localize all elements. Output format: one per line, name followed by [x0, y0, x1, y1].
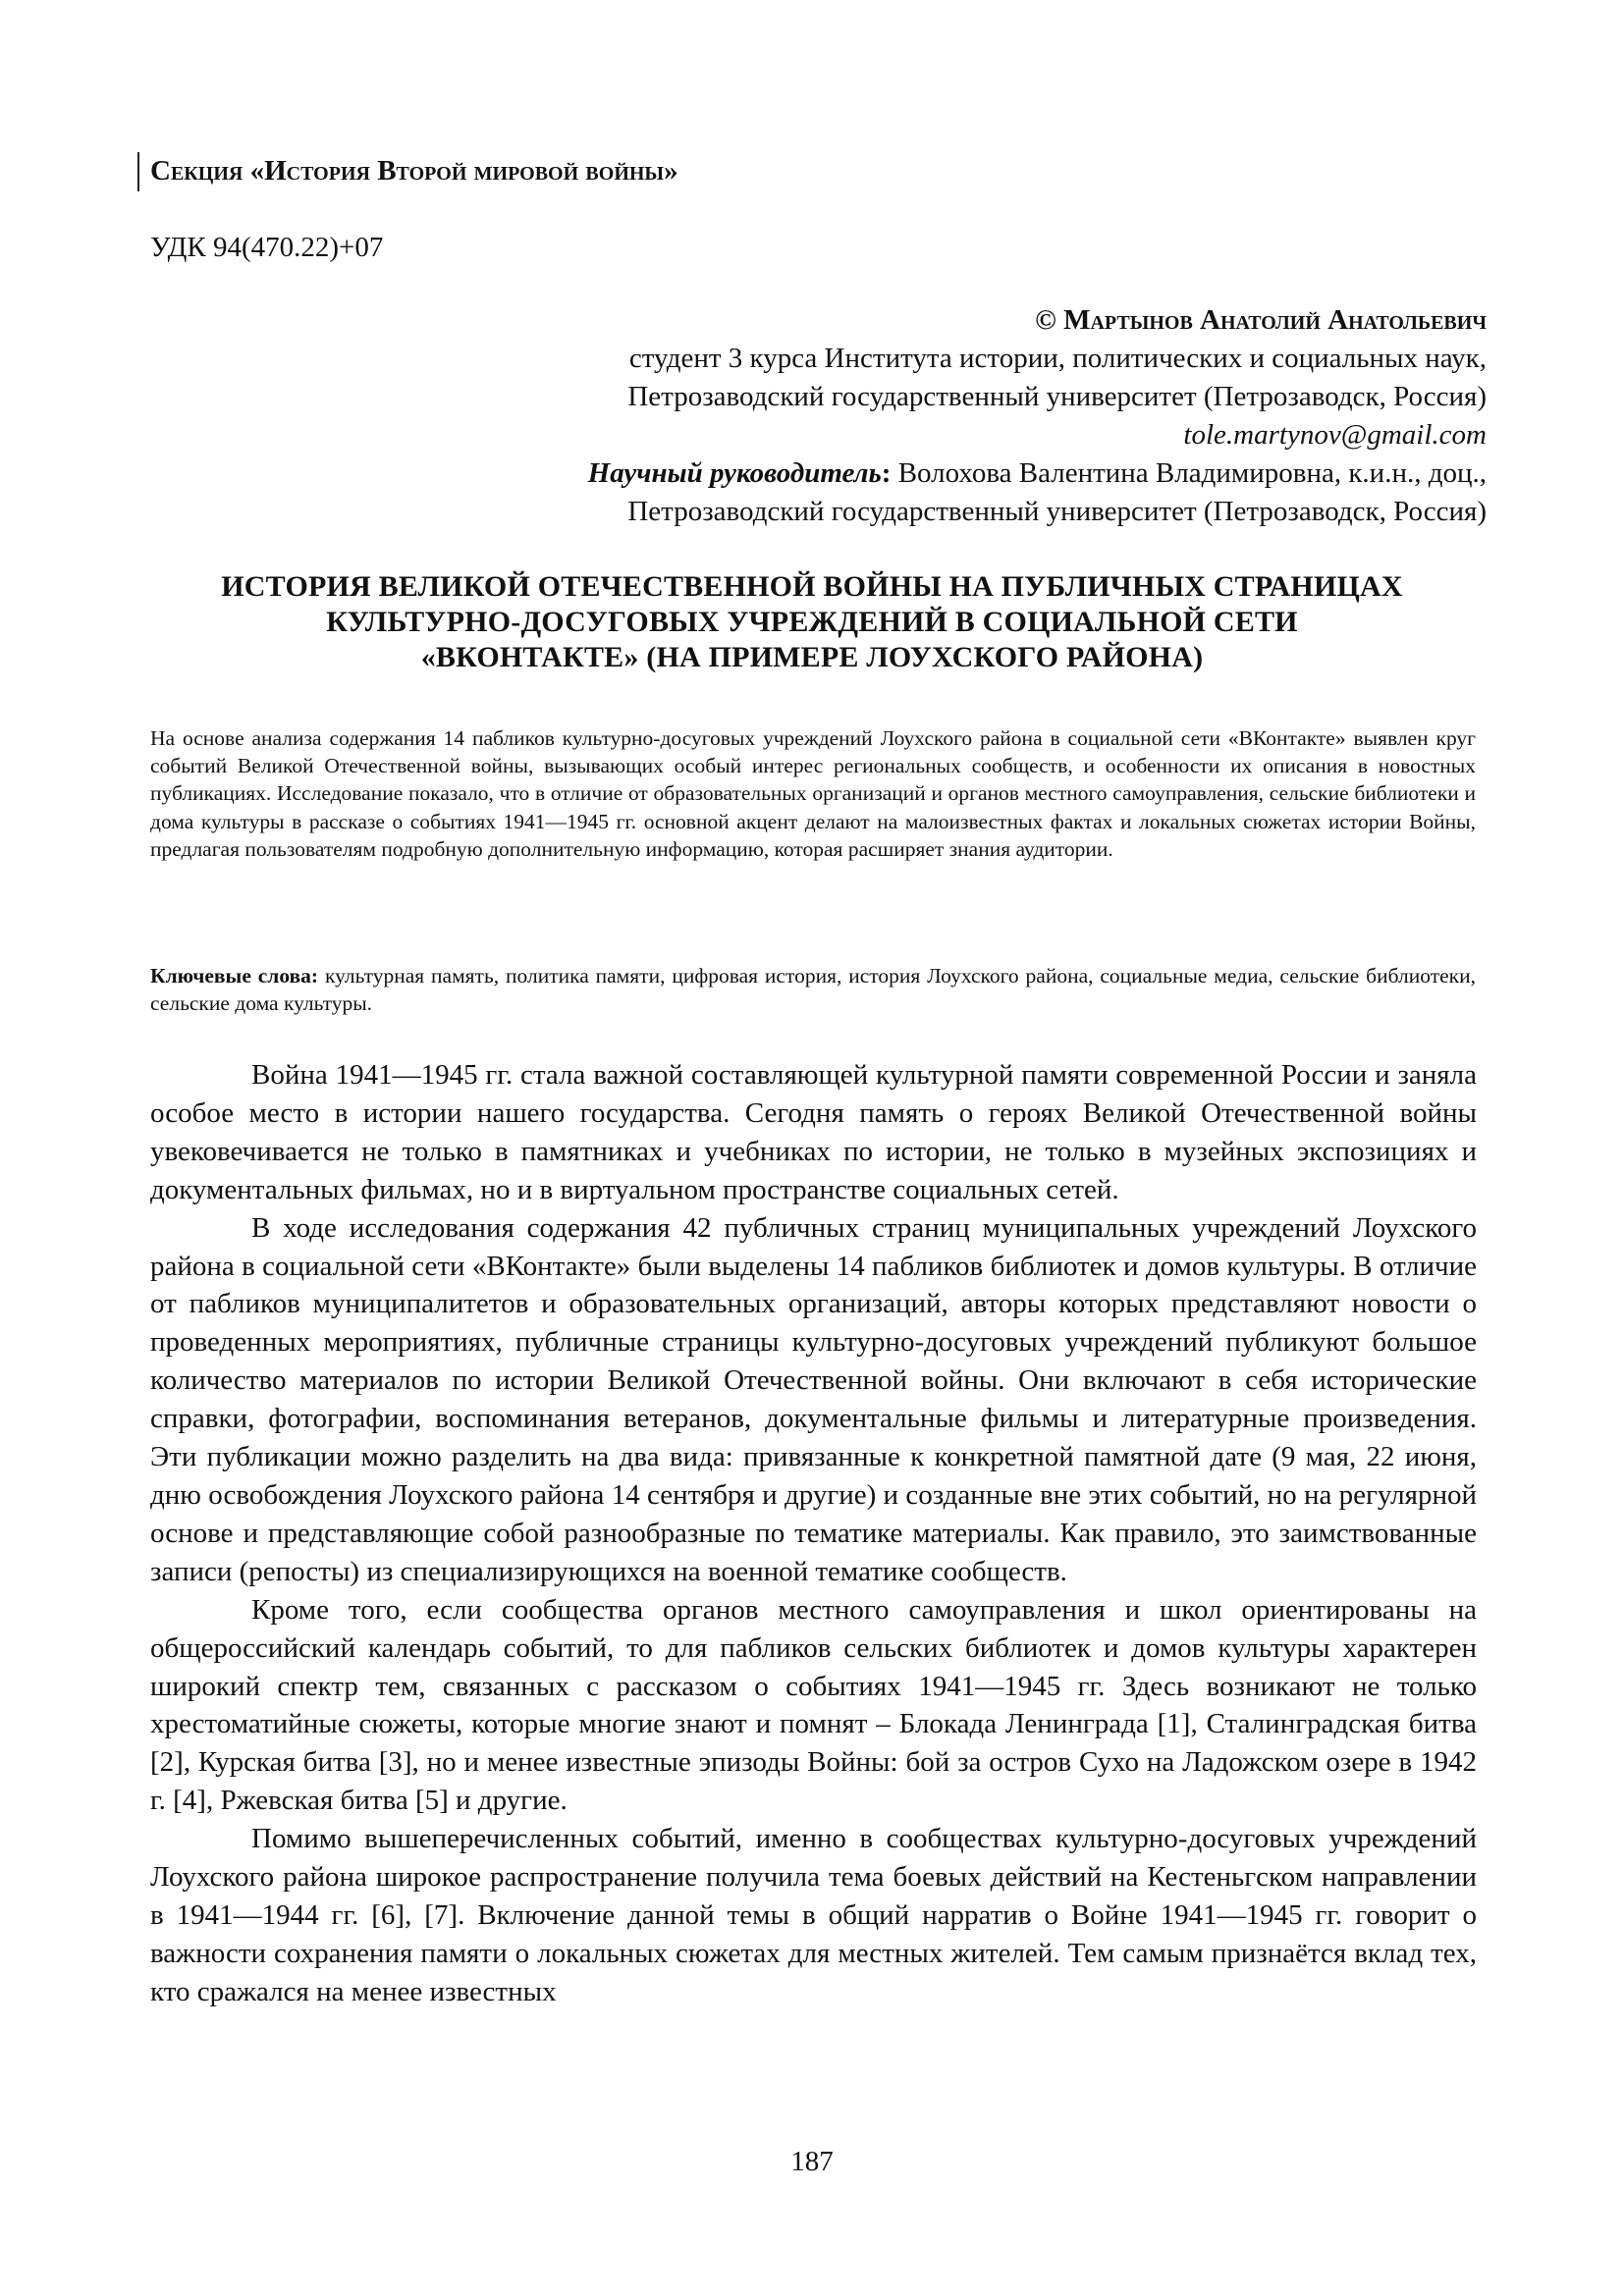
title-line: КУЛЬТУРНО-ДОСУГОВЫХ УЧРЕЖДЕНИЙ В СОЦИАЛЬНОЙ СЕТИ — [326, 606, 1298, 638]
keywords — [150, 962, 1476, 1017]
body-paragraph: В ходе исследования содержания 42 публичных страниц муниципальных учреждений Лоухского района в социальной сети «ВКонтакте» были выделены 14 пабликов библиотек и домов культуры. В отличие от пабликов муниципалитетов и образовательных организаций, авторы которых представляют новости о проведенных мероприятиях, публичные страницы культурно-досуговых учреждений публикуют большое количество материалов по истории Великой Отечественной войны. Они включают в себя исторические справки, фотографии, воспоминания ветеранов, документальные фильмы и литературные произведения. Эти публикации можно разделить на два вида: привязанные к конкретной памятной дате (9 мая, 22 июня, дню освобождения Лоухского района 14 сентября и другие) и созданные вне этих событий, но на регулярной основе и представляющие собой разнообразные по тематике материалы. Как правило, это заимствованные записи (репосты) из специализирующихся на военной тематике сообществ. — [150, 1211, 1477, 1587]
abstract: На основе анализа содержания 14 пабликов культурно-досуговых учреждений Лоухского района в социальной сети «ВКонтакте» выявлен круг событий Великой Отечественной войны, вызывающих особый интерес региональных сообществ, и особенности их описания в новостных публикациях. Исследование показало, что в отличие от образовательных организаций и органов местного самоуправления, сельские библиотеки и дома культуры в рассказе о событиях 1941—1945 гг. основной акцент делают на малоизвестных фактах и локальных сюжетах истории Войны, предлагая пользователям подробную дополнительную информацию, которая расширяет знания аудитории. — [150, 726, 1476, 861]
section-heading: Секция «История Второй мировой войны» — [150, 155, 678, 187]
title-line: «ВКОНТАКТЕ» (НА ПРИМЕРЕ ЛОУХСКОГО РАЙОНА) — [420, 641, 1204, 673]
supervisor-colon: : — [881, 457, 892, 489]
supervisor-affiliation: Петрозаводский государственный университет (Петрозаводск, Россия) — [627, 496, 1487, 527]
author-affiliation: Петрозаводский государственный университет (Петрозаводск, Россия) — [627, 381, 1487, 412]
supervisor-name: Волохова Валентина Владимировна, к.и.н., доц., — [891, 457, 1487, 489]
title-line: ИСТОРИЯ ВЕЛИКОЙ ОТЕЧЕСТВЕННОЙ ВОЙНЫ НА ПУБЛИЧНЫХ СТРАНИЦАХ — [221, 570, 1403, 603]
paper-title — [147, 569, 1477, 675]
udk-code: УДК 94(470.22)+07 — [150, 232, 384, 263]
body-paragraph: Помимо вышеперечисленных событий, именно в сообществах культурно-досуговых учреждений Лоухского района широкое распространение получила тема боевых действий на Кестеньгском направлении в 1941—1944 гг. [6], [7]. Включение данной темы в общий нарратив о Войне 1941—1945 гг. говорит о важности сохранения памяти о локальных сюжетах для местных жителей. Тем самым признаётся вклад тех, кто сражался на менее известных — [150, 1823, 1477, 2007]
keywords-label: Ключевые слова: — [150, 964, 319, 988]
body-paragraph: Кроме того, если сообщества органов местного самоуправления и школ ориентированы на общероссийский календарь событий, то для пабликов сельских библиотек и домов культуры характерен широкий спектр тем, связанных с рассказом о событиях 1941—1945 гг. Здесь возникают не только хрестоматийные сюжеты, которые многие знают и помнят – Блокада Ленинграда [1], Сталинградская битва [2], Курская битва [3], но и менее известные эпизоды Войны: бой за остров Сухо на Ладожском озере в 1942 г. [4], Ржевская битва [5] и другие. — [150, 1593, 1477, 1817]
author-email[interactable]: tole.martynov@gmail.com — [1183, 419, 1487, 451]
body-paragraph: Война 1941—1945 гг. стала важной составляющей культурной памяти современной России и заняла особое место в истории нашего государства. Сегодня память о героях Великой Отечественной войны увековечивается не только в памятниках и учебниках по истории, не только в музейных экспозициях и документальных фильмах, но и в виртуальном пространстве социальных сетей. — [150, 1059, 1477, 1205]
body-text — [150, 1056, 1477, 2011]
author-position: студент 3 курса Института истории, политических и социальных наук, — [628, 343, 1487, 374]
author-name: © Мартынов Анатолий Анатольевич — [1035, 304, 1487, 336]
page-number: 187 — [790, 2146, 834, 2177]
supervisor-label: Научный руководитель — [587, 457, 882, 489]
supervisor-line — [308, 454, 1487, 493]
section-marker-bar — [137, 152, 139, 191]
author-block — [308, 301, 1487, 531]
keywords-text: культурная память, политика памяти, цифровая история, история Лоухского района, социальные медиа, сельские библиотеки, сельские дома культуры. — [150, 964, 1476, 1016]
